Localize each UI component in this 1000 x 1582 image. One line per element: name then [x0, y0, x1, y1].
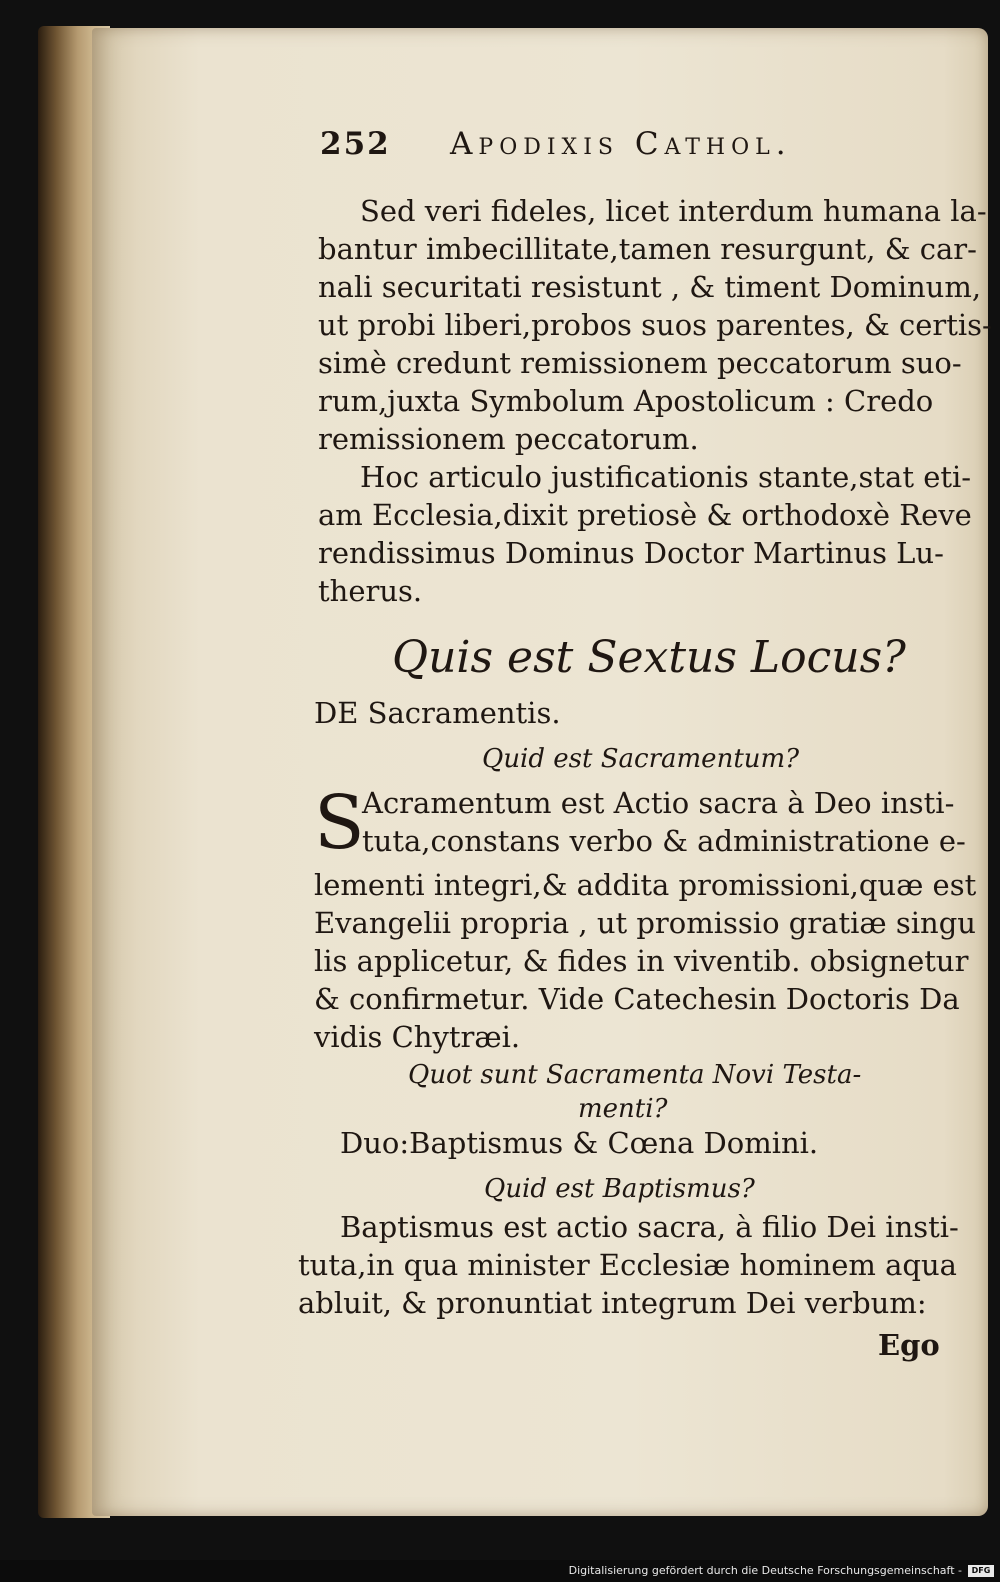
question-heading	[408, 1058, 968, 1126]
digitization-footer	[0, 1560, 1000, 1582]
dfg-logo-icon: DFG	[968, 1565, 994, 1577]
text-line: bantur imbecillitate,tamen resurgunt, & car-	[318, 232, 977, 266]
text-line: Evangelii propria , ut promissio gratiæ singu	[314, 906, 976, 940]
text-line: therus.	[318, 574, 423, 608]
text-line: remissionem peccatorum.	[318, 422, 699, 456]
text-line: rum,juxta Symbolum Apostolicum : Credo	[318, 384, 934, 418]
section-subject: DE Sacramentis.	[314, 696, 561, 730]
question-line: menti?	[578, 1094, 668, 1124]
catchword: Ego	[878, 1328, 940, 1362]
running-title: Apodixis Cathol.	[450, 126, 792, 162]
text-line: simè credunt remissionem peccatorum suo-	[318, 346, 962, 380]
paragraph-3	[298, 1208, 958, 1322]
text-line: rendissimus Dominus Doctor Martinus Lu-	[318, 536, 944, 570]
text-line: lis applicetur, & fides in viventib. obsignetur	[314, 944, 969, 978]
drop-capital: S	[314, 780, 365, 866]
text-line: tuta,constans verbo & administratione e-	[362, 824, 966, 858]
text-line: abluit, & pronuntiat integrum Dei verbum:	[298, 1286, 927, 1320]
question-heading: Quid est Baptismus?	[484, 1174, 755, 1204]
page-number: 252	[320, 126, 391, 162]
text-line: Sed veri fideles, licet interdum humana la-	[360, 194, 987, 228]
question-heading: Quid est Sacramentum?	[482, 744, 800, 774]
page-content	[92, 28, 992, 1516]
paragraph-1	[318, 192, 992, 610]
text-line: Baptismus est actio sacra, à filio Dei insti-	[340, 1210, 959, 1244]
text-line: ut probi liberi,probos suos parentes, & certis-	[318, 308, 992, 342]
paragraph-2	[314, 780, 977, 1056]
section-heading: Quis est Sextus Locus?	[392, 632, 906, 683]
text-line: tuta,in qua minister Ecclesiæ hominem aqua	[298, 1248, 957, 1282]
text-line: vidis Chytræi.	[314, 1020, 521, 1054]
text-line: nali securitati resistunt , & timent Dominum,	[318, 270, 982, 304]
text-line: am Ecclesia,dixit pretiosè & orthodoxè Reve	[318, 498, 972, 532]
answer-text: Duo:Baptismus & Cœna Domini.	[340, 1126, 819, 1160]
text-line: & confirmetur. Vide Catechesin Doctoris Da	[314, 982, 960, 1016]
funding-notice: Digitalisierung gefördert durch die Deutsche Forschungsgemeinschaft -	[568, 1564, 962, 1577]
running-head	[320, 126, 960, 174]
text-line: Acramentum est Actio sacra à Deo insti-	[362, 786, 955, 820]
book-page	[92, 28, 992, 1516]
text-line: lementi integri,& addita promissioni,quæ est	[314, 868, 977, 902]
question-line: Quot sunt Sacramenta Novi Testa-	[408, 1060, 862, 1090]
text-line: Hoc articulo justificationis stante,stat eti-	[360, 460, 972, 494]
